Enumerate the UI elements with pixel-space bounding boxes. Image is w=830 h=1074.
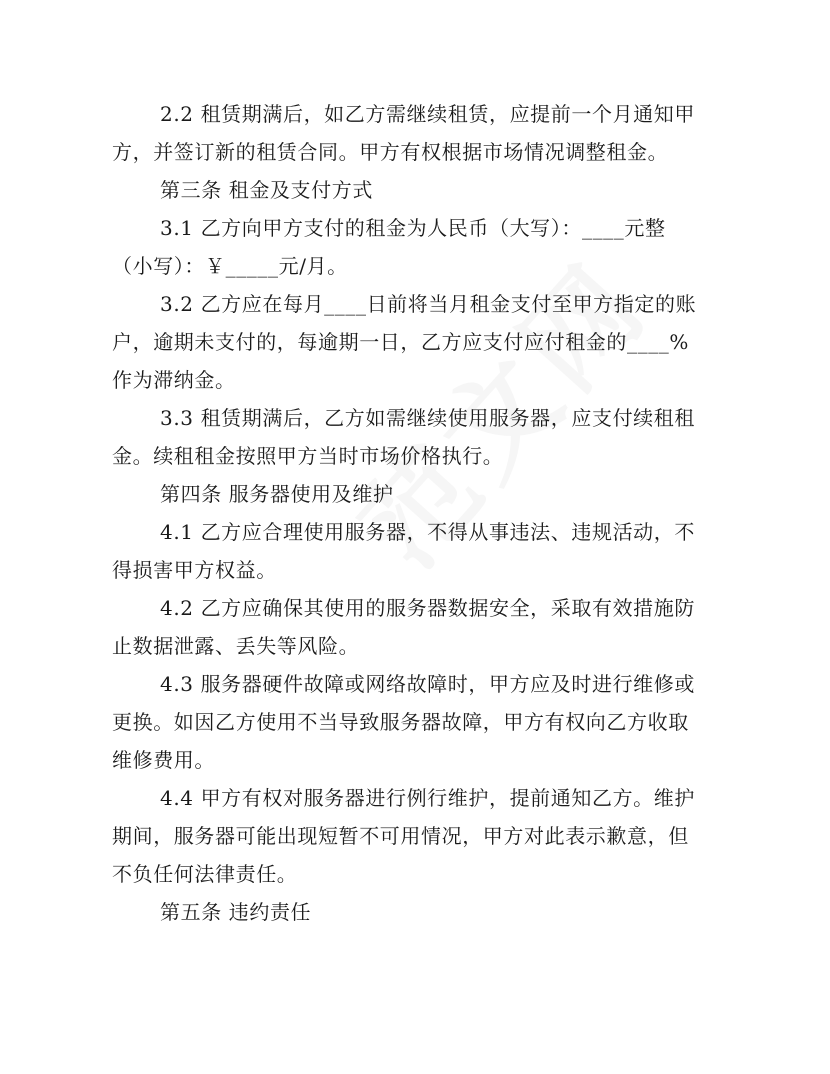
paragraph-3-2: 3.2 乙方应在每月____日前将当月租金支付至甲方指定的账户，逾期未支付的，每逾期一日，乙方应支付应付租金的____%作为滞纳金。 bbox=[112, 292, 697, 392]
paragraph-4-2: 4.2 乙方应确保其使用的服务器数据安全，采取有效措施防止数据泄露、丢失等风险。 bbox=[112, 596, 695, 658]
section-heading-5: 第五条 违约责任 bbox=[160, 900, 312, 924]
paragraph-3-3: 3.3 租赁期满后，乙方如需继续使用服务器，应支付续租租金。续租租金按照甲方当时市场价格执行。 bbox=[112, 406, 695, 468]
paragraph-2-2: 2.2 租赁期满后，如乙方需继续租赁，应提前一个月通知甲方，并签订新的租赁合同。甲方有权根据市场情况调整租金。 bbox=[112, 102, 695, 164]
paragraph-3-1: 3.1 乙方向甲方支付的租金为人民币（大写）：____元整（小写）：￥_____元/月。 bbox=[112, 216, 666, 278]
document-body bbox=[112, 95, 702, 931]
paragraph-4-4: 4.4 甲方有权对服务器进行例行维护，提前通知乙方。维护期间，服务器可能出现短暂不可用情况，甲方对此表示歉意，但不负任何法律责任。 bbox=[112, 786, 695, 886]
section-heading-4: 第四条 服务器使用及维护 bbox=[160, 482, 394, 506]
section-heading-3: 第三条 租金及支付方式 bbox=[160, 178, 373, 202]
paragraph-4-3: 4.3 服务器硬件故障或网络故障时，甲方应及时进行维修或更换。如因乙方使用不当导致服务器故障，甲方有权向乙方收取维修费用。 bbox=[112, 672, 695, 772]
paragraph-4-1: 4.1 乙方应合理使用服务器，不得从事违法、违规活动，不得损害甲方权益。 bbox=[112, 520, 695, 582]
